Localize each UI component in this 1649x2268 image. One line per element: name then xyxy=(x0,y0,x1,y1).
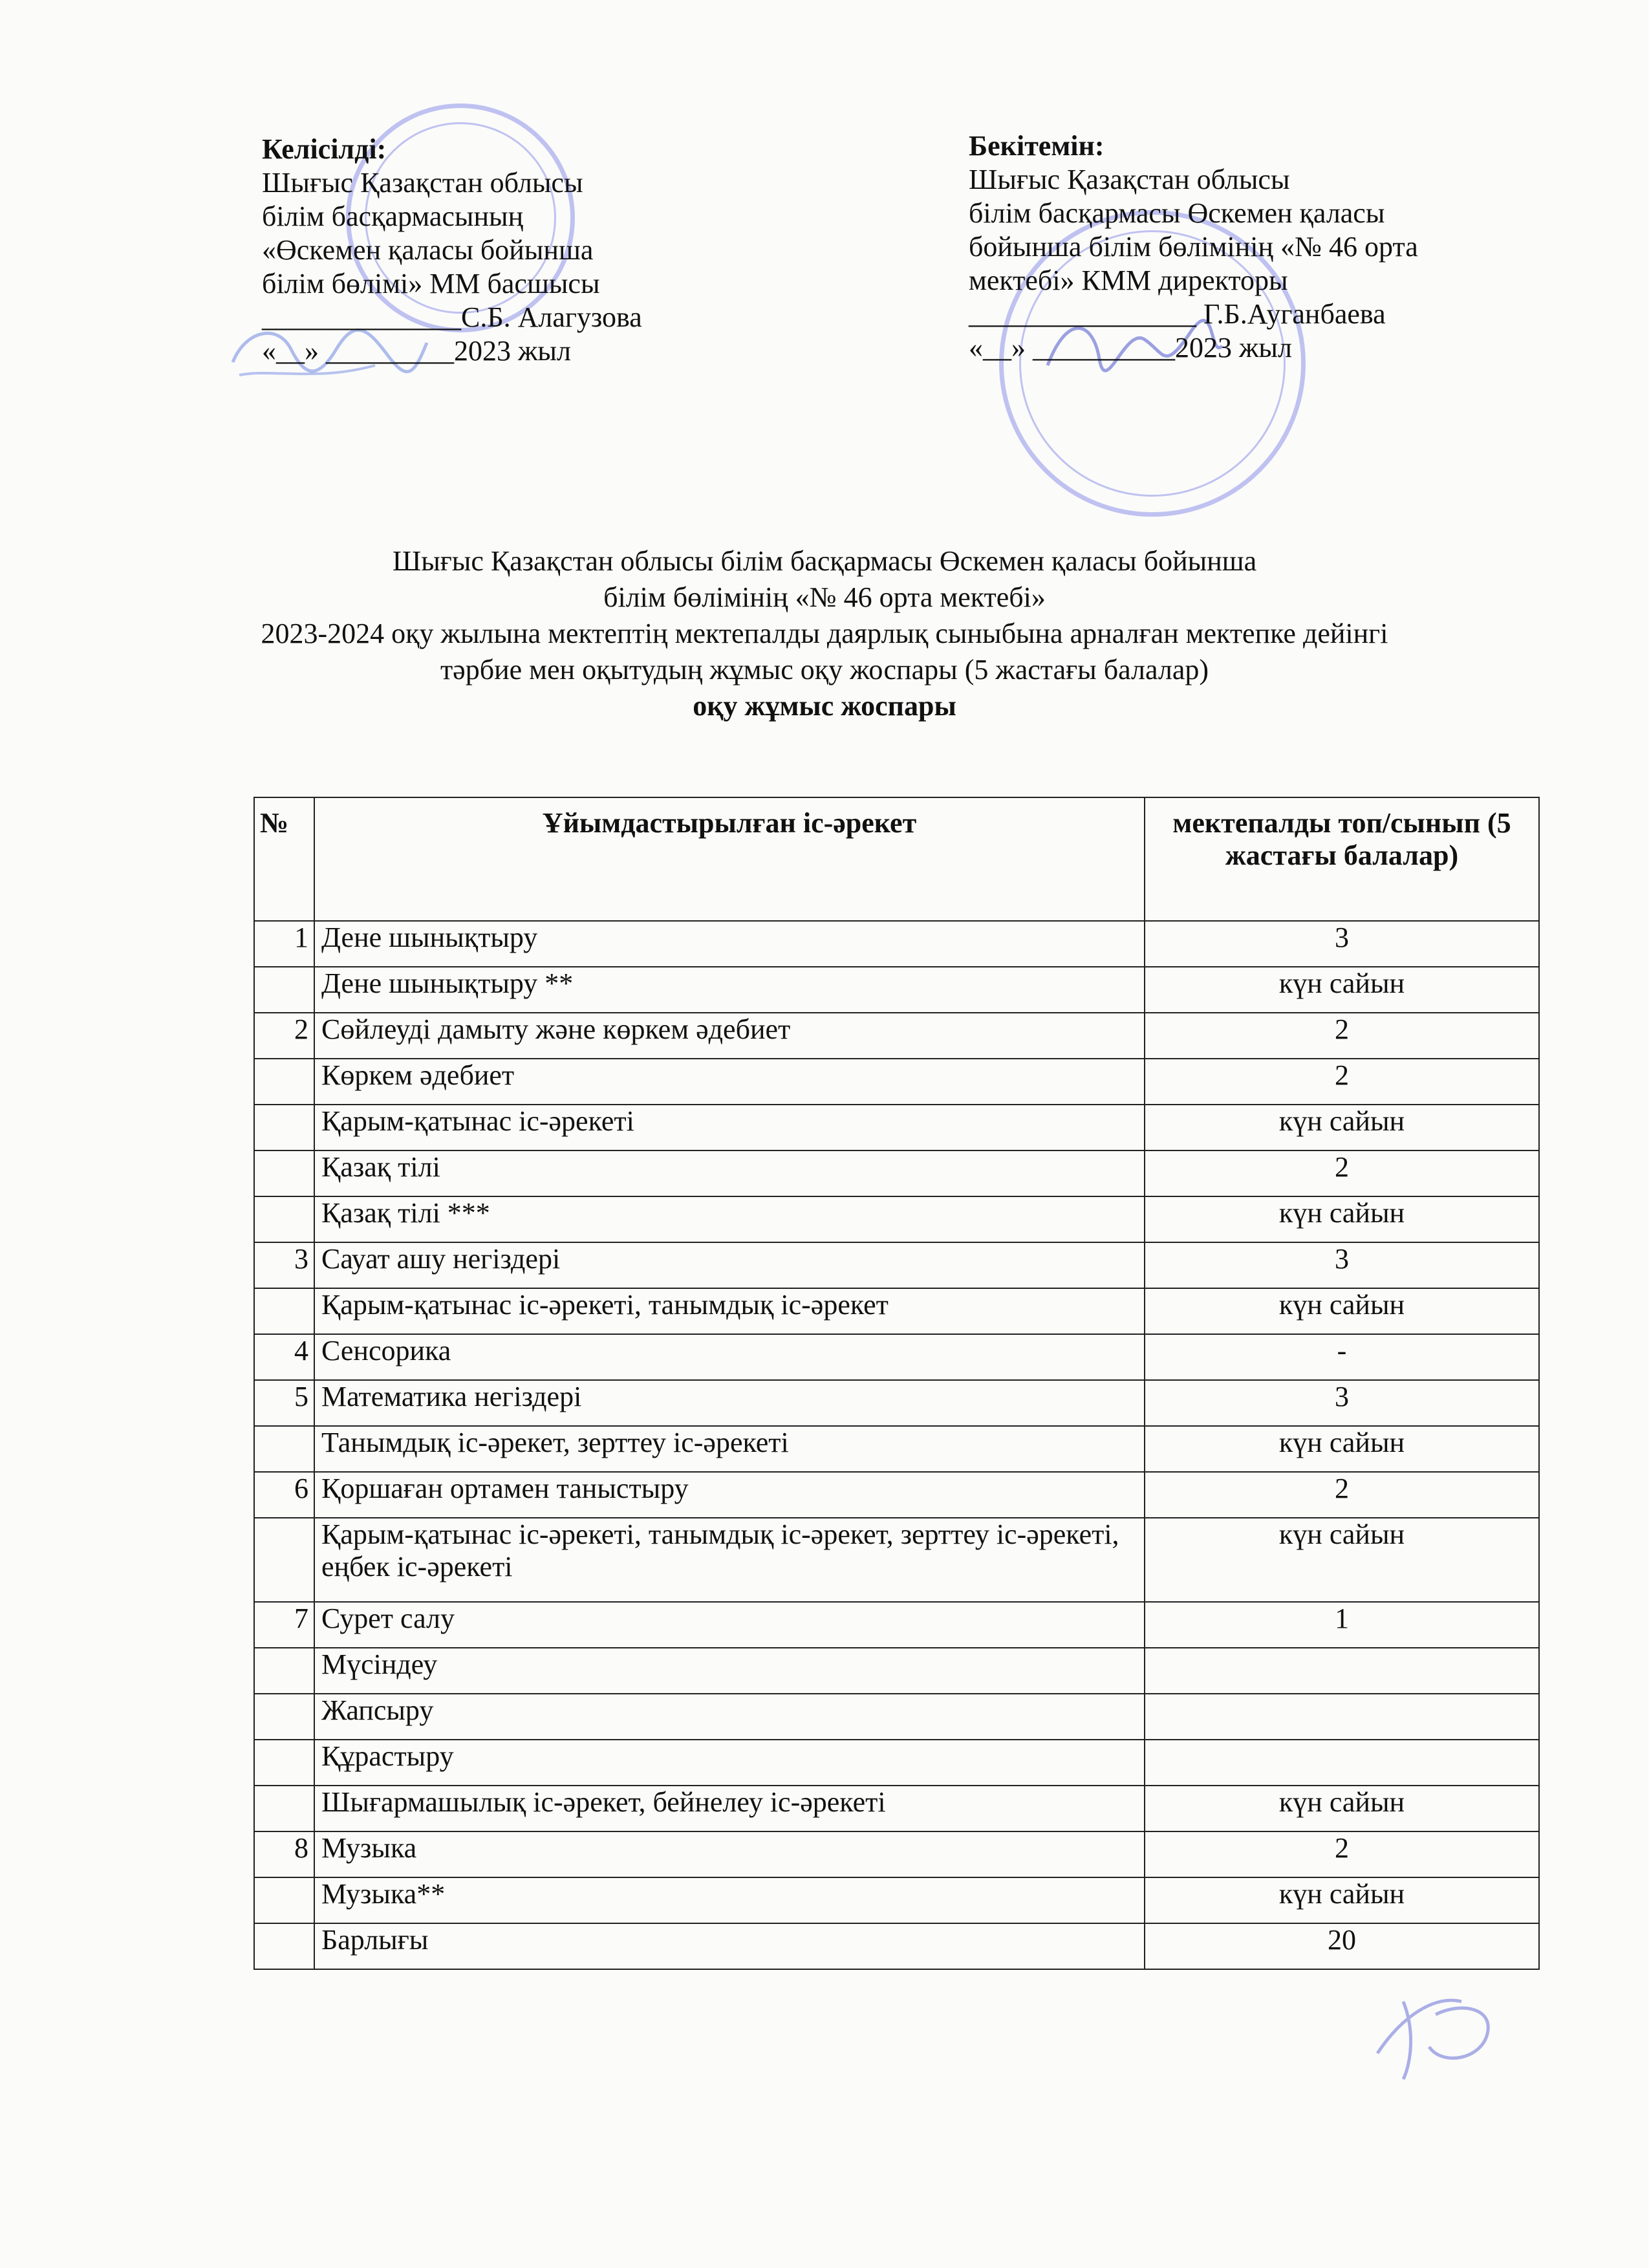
row-activity: Математика негіздері xyxy=(314,1380,1145,1426)
table-row xyxy=(254,1518,1539,1602)
approval-right-line: ________________ Г.Б.Ауганбаева xyxy=(969,298,1386,330)
row-number xyxy=(254,1740,314,1786)
row-activity: Мүсіндеу xyxy=(314,1648,1145,1694)
table-row xyxy=(254,1877,1539,1923)
row-value: күн сайын xyxy=(1145,1288,1539,1334)
row-number: 5 xyxy=(254,1380,314,1426)
row-activity: Танымдық іс-әрекет, зерттеу іс-әрекеті xyxy=(314,1426,1145,1472)
row-value: 2 xyxy=(1145,1472,1539,1518)
row-value xyxy=(1145,1648,1539,1694)
table-row xyxy=(254,1694,1539,1740)
table-row xyxy=(254,1150,1539,1196)
row-number: 2 xyxy=(254,1013,314,1059)
table-row xyxy=(254,1242,1539,1288)
row-number: 3 xyxy=(254,1242,314,1288)
table-row xyxy=(254,1105,1539,1150)
row-activity: Шығармашылық іс-әрекет, бейнелеу іс-әрекеті xyxy=(314,1786,1145,1831)
row-number xyxy=(254,1518,314,1602)
row-activity: Қарым-қатынас іс-әрекеті, танымдық іс-әрекет xyxy=(314,1288,1145,1334)
table-row xyxy=(254,967,1539,1013)
row-number xyxy=(254,1196,314,1242)
row-number: 8 xyxy=(254,1831,314,1877)
row-number: 4 xyxy=(254,1334,314,1380)
row-value: 3 xyxy=(1145,921,1539,967)
row-value: күн сайын xyxy=(1145,1196,1539,1242)
row-activity: Қарым-қатынас іс-әрекеті xyxy=(314,1105,1145,1150)
table-row xyxy=(254,1288,1539,1334)
row-value: 20 xyxy=(1145,1923,1539,1969)
table-row xyxy=(254,1380,1539,1426)
row-activity: Сурет салу xyxy=(314,1602,1145,1648)
approval-right-line: «__» __________2023 жыл xyxy=(969,332,1292,363)
row-value: күн сайын xyxy=(1145,1105,1539,1150)
approval-block-right xyxy=(969,129,1551,365)
approval-left-line: білім бөлімі» ММ басшысы xyxy=(262,268,600,299)
row-number xyxy=(254,1150,314,1196)
curriculum-table xyxy=(253,797,1540,1970)
approval-right-line: білім басқармасы Өскемен қаласы xyxy=(969,197,1385,229)
signature-bottom xyxy=(1364,1976,1507,2086)
approval-right-line: Шығыс Қазақстан облысы xyxy=(969,164,1290,195)
row-activity: Дене шынықтыру ** xyxy=(314,967,1145,1013)
row-activity: Дене шынықтыру xyxy=(314,921,1145,967)
row-number: 7 xyxy=(254,1602,314,1648)
table-row xyxy=(254,1426,1539,1472)
table-row xyxy=(254,1786,1539,1831)
heading-line: білім бөлімінің «№ 46 орта мектебі» xyxy=(603,581,1046,613)
approval-left-line: ______________С.Б. Алагузова xyxy=(262,301,642,333)
table-row xyxy=(254,1602,1539,1648)
table-row xyxy=(254,1196,1539,1242)
row-value: 1 xyxy=(1145,1602,1539,1648)
table-row xyxy=(254,1059,1539,1105)
row-activity: Құрастыру xyxy=(314,1740,1145,1786)
row-number xyxy=(254,1059,314,1105)
approval-left-title: Келісілді: xyxy=(262,133,387,165)
row-value: күн сайын xyxy=(1145,967,1539,1013)
table-row xyxy=(254,1334,1539,1380)
row-activity: Сауат ашу негіздері xyxy=(314,1242,1145,1288)
heading-line: Шығыс Қазақстан облысы білім басқармасы Өскемен қаласы бойынша xyxy=(392,545,1257,577)
row-number: 6 xyxy=(254,1472,314,1518)
row-value: 3 xyxy=(1145,1242,1539,1288)
row-number xyxy=(254,1923,314,1969)
row-activity: Қазақ тілі *** xyxy=(314,1196,1145,1242)
table-row xyxy=(254,1648,1539,1694)
row-number xyxy=(254,1694,314,1740)
row-value: 3 xyxy=(1145,1380,1539,1426)
row-value: 2 xyxy=(1145,1150,1539,1196)
row-value: күн сайын xyxy=(1145,1786,1539,1831)
row-activity: Қоршаған ортамен таныстыру xyxy=(314,1472,1145,1518)
row-value: күн сайын xyxy=(1145,1426,1539,1472)
approval-right-line: бойынша білім бөлімінің «№ 46 орта xyxy=(969,231,1418,263)
row-number xyxy=(254,1288,314,1334)
approval-block-left xyxy=(262,133,727,368)
header-activity: Ұйымдастырылған іс-әрекет xyxy=(314,797,1145,921)
heading-line: 2023-2024 оқу жылына мектептің мектепалды даярлық сыныбына арналған мектепке дейінгі xyxy=(261,618,1388,649)
row-activity: Музыка** xyxy=(314,1877,1145,1923)
approval-left-line: Шығыс Қазақстан облысы xyxy=(262,167,583,199)
row-number xyxy=(254,1877,314,1923)
table-row xyxy=(254,921,1539,967)
heading-line: тәрбие мен оқытудың жұмыс оқу жоспары (5 жастағы балалар) xyxy=(440,654,1209,686)
approval-right-line: мектебі» КММ директоры xyxy=(969,265,1288,296)
table-row xyxy=(254,1831,1539,1877)
row-activity: Көркем әдебиет xyxy=(314,1059,1145,1105)
row-value: 2 xyxy=(1145,1831,1539,1877)
row-number xyxy=(254,967,314,1013)
row-value: күн сайын xyxy=(1145,1877,1539,1923)
row-activity: Сөйлеуді дамыту және көркем әдебиет xyxy=(314,1013,1145,1059)
row-value: 2 xyxy=(1145,1059,1539,1105)
row-activity: Барлығы xyxy=(314,1923,1145,1969)
approval-left-line: білім басқармасының xyxy=(262,200,524,232)
table-row xyxy=(254,1923,1539,1969)
table-row xyxy=(254,1472,1539,1518)
row-value xyxy=(1145,1740,1539,1786)
approval-right-title: Бекітемін: xyxy=(969,130,1105,162)
row-number xyxy=(254,1426,314,1472)
header-group: мектепалды топ/сынып (5 жастағы балалар) xyxy=(1145,797,1539,921)
row-activity: Сенсорика xyxy=(314,1334,1145,1380)
heading-subtitle: оқу жұмыс жоспары xyxy=(693,690,956,722)
header-number: № xyxy=(254,797,314,921)
approval-left-line: «Өскемен қаласы бойынша xyxy=(262,234,594,266)
row-number xyxy=(254,1105,314,1150)
table-row xyxy=(254,1013,1539,1059)
row-activity: Музыка xyxy=(314,1831,1145,1877)
approval-left-line: «__» _________2023 жыл xyxy=(262,335,571,367)
row-value: - xyxy=(1145,1334,1539,1380)
row-number xyxy=(254,1648,314,1694)
row-value: күн сайын xyxy=(1145,1518,1539,1602)
row-activity: Жапсыру xyxy=(314,1694,1145,1740)
row-activity: Қазақ тілі xyxy=(314,1150,1145,1196)
row-number xyxy=(254,1786,314,1831)
row-value: 2 xyxy=(1145,1013,1539,1059)
table-row xyxy=(254,1740,1539,1786)
document-heading xyxy=(0,543,1649,724)
row-value xyxy=(1145,1694,1539,1740)
row-number: 1 xyxy=(254,921,314,967)
row-activity: Қарым-қатынас іс-әрекеті, танымдық іс-әрекет, зерттеу іс-әрекеті, еңбек іс-әрекеті xyxy=(314,1518,1145,1602)
